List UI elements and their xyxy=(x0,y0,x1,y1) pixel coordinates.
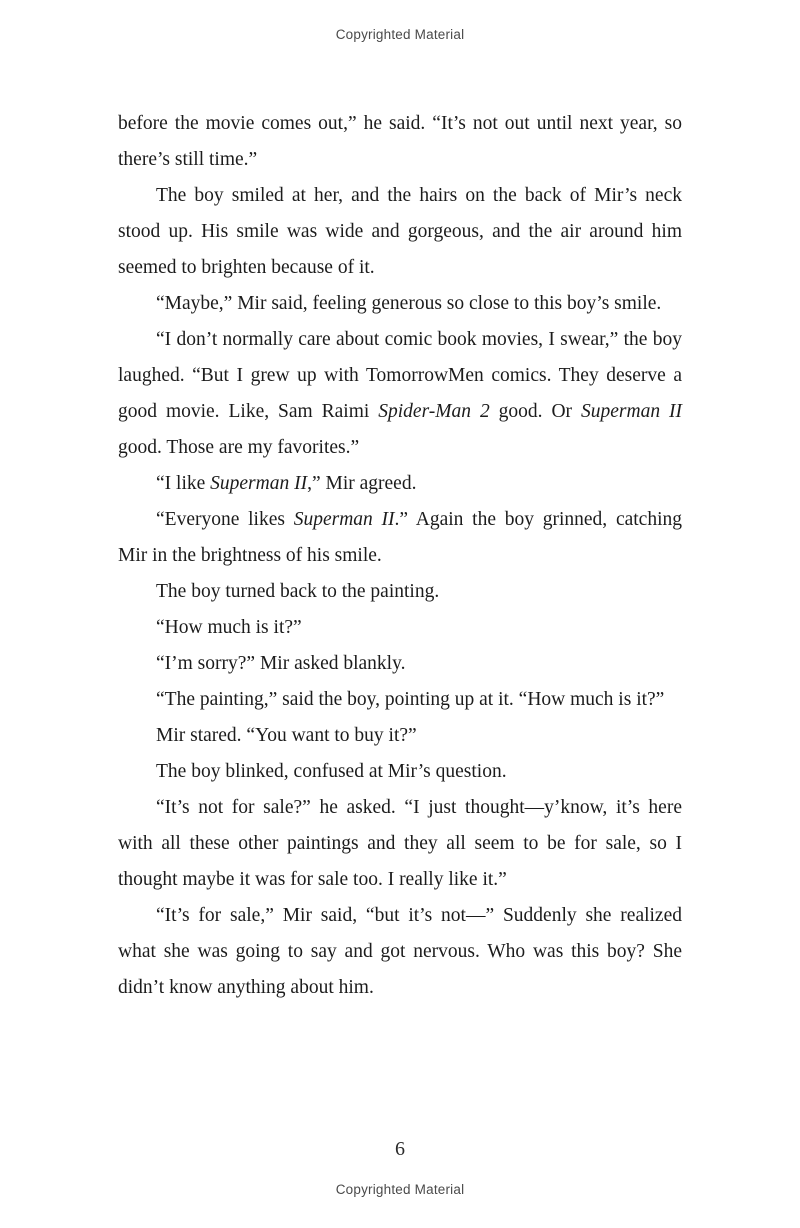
paragraph xyxy=(118,682,682,718)
paragraph xyxy=(118,718,682,754)
text-segment: “Maybe,” Mir said, feeling generous so close to this boy’s smile. xyxy=(156,293,662,314)
paragraph xyxy=(118,322,682,466)
paragraph xyxy=(118,286,682,322)
copyright-notice-top: Copyrighted Material xyxy=(335,27,465,42)
text-segment: good. Those are my favorites.” xyxy=(118,437,360,458)
text-segment: Mir stared. “You want to buy it?” xyxy=(156,725,417,746)
text-segment: before the movie comes out,” he said. “It’s not out until next year, so there’s still time.” xyxy=(118,113,682,170)
body-text xyxy=(118,106,682,1006)
text-segment: “How much is it?” xyxy=(156,617,302,638)
paragraph xyxy=(118,610,682,646)
italic-text-segment: Superman II xyxy=(210,473,308,494)
text-segment: The boy turned back to the painting. xyxy=(156,581,440,602)
text-segment: good. Or xyxy=(489,401,581,422)
text-segment: “Everyone likes xyxy=(156,509,294,530)
italic-text-segment: Spider-Man 2 xyxy=(378,401,490,422)
paragraph xyxy=(118,106,682,178)
text-segment: “I don’t normally care about comic book movies, I swear,” the boy laughed. “But I grew up with TomorrowMen comics. They deserve a good movie. Like, Sam Raimi xyxy=(118,329,682,422)
text-segment: “It’s for sale,” Mir said, “but it’s not—” Suddenly she realized what she was going to say and got nervous. Who was this boy? She didn’t know anything about him. xyxy=(118,905,682,998)
text-segment: ,” Mir agreed. xyxy=(307,473,417,494)
paragraph xyxy=(118,178,682,286)
page-number: 6 xyxy=(395,1138,405,1160)
paragraph xyxy=(118,646,682,682)
text-segment: The boy smiled at her, and the hairs on the back of Mir’s neck stood up. His smile was wide and gorgeous, and the air around him seemed to brighten because of it. xyxy=(118,185,682,278)
text-segment: “The painting,” said the boy, pointing up at it. “How much is it?” xyxy=(156,689,665,710)
text-segment: The boy blinked, confused at Mir’s question. xyxy=(156,761,507,782)
text-segment: “I like xyxy=(156,473,211,494)
paragraph xyxy=(118,898,682,1006)
paragraph xyxy=(118,466,682,502)
text-segment: “It’s not for sale?” he asked. “I just thought—y’know, it’s here with all these other paintings and they all seem to be for sale, so I thought maybe it was for sale too. I really like it.” xyxy=(118,797,682,890)
paragraph xyxy=(118,790,682,898)
paragraph xyxy=(118,574,682,610)
copyright-notice-bottom: Copyrighted Material xyxy=(335,1182,465,1197)
paragraph xyxy=(118,754,682,790)
paragraph xyxy=(118,502,682,574)
text-segment: “I’m sorry?” Mir asked blankly. xyxy=(156,653,406,674)
italic-text-segment: Superman II xyxy=(581,401,683,422)
text-segment: .” Again the boy grinned, catching Mir in the brightness of his smile. xyxy=(118,509,682,566)
italic-text-segment: Superman II xyxy=(293,509,395,530)
